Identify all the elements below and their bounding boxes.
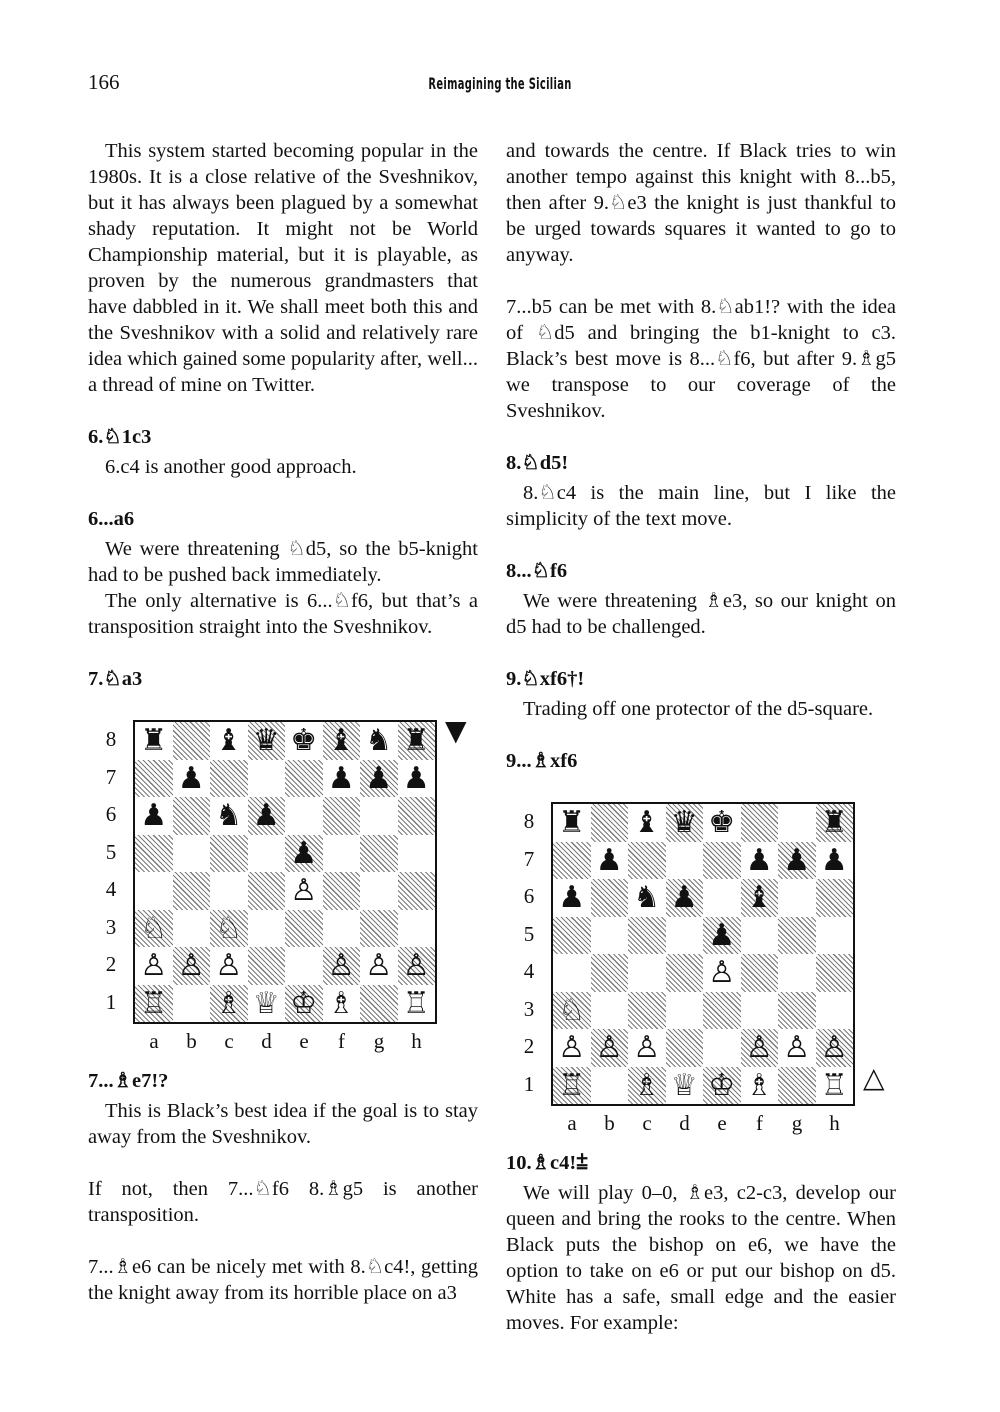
board-square (323, 872, 361, 910)
board-square (703, 879, 741, 917)
chess-piece: ♜ (398, 722, 436, 760)
board-square (666, 917, 704, 955)
chess-piece: ♟ (285, 835, 323, 873)
commentary-paragraph: 7...♗e6 can be nicely met with 8.♘c4!, getting the knight away from its horrible place on a3 (88, 1256, 478, 1304)
board-square (248, 872, 286, 910)
chess-piece: ♘ (553, 992, 591, 1030)
move-heading: 8.♘d5! (506, 452, 569, 474)
board-square (285, 947, 323, 985)
board-square (135, 760, 173, 798)
file-label: e (717, 1111, 727, 1135)
board-square (628, 917, 666, 955)
chess-piece: ♟ (778, 842, 816, 880)
move-heading: 10.♗c4!⩲ (506, 1152, 589, 1174)
board-square (285, 910, 323, 948)
file-label: f (756, 1111, 763, 1135)
chess-piece: ♔ (703, 1067, 741, 1105)
chess-piece: ♟ (558, 880, 586, 915)
board-square (741, 992, 779, 1030)
board-square (591, 917, 629, 955)
chess-piece: ♕ (252, 985, 280, 1021)
chessboard (551, 802, 855, 1106)
chess-piece: ♞ (215, 798, 243, 833)
file-label: e (299, 1029, 309, 1053)
board-square (135, 872, 173, 910)
board-square (210, 760, 248, 798)
chess-piece: ♟ (820, 842, 848, 878)
chess-piece: ♛ (666, 804, 704, 842)
board-square (778, 954, 816, 992)
chess-piece: ♗ (327, 985, 355, 1021)
board-square (816, 917, 854, 955)
board-square (323, 797, 361, 835)
board-square (741, 917, 779, 955)
chess-piece: ♞ (633, 880, 661, 915)
chess-piece: ♝ (633, 805, 661, 840)
file-label: b (186, 1029, 197, 1053)
board-square (323, 910, 361, 948)
board-square (285, 760, 323, 798)
board-square (173, 910, 211, 948)
board-square (778, 1067, 816, 1105)
move-commentary: 6.c4 is another good approach. (105, 456, 357, 478)
commentary-paragraph: and towards the centre. If Black tries to win another tempo against this knight with 8...b5, then after 9.♘e3 the knight is just thankful to be urged towards squares it wanted to go to anyway. (506, 140, 896, 266)
file-label: h (829, 1111, 840, 1135)
chess-piece: ♗ (628, 1067, 666, 1105)
left-column (88, 138, 478, 1306)
chess-piece: ♙ (365, 948, 393, 983)
board-square (553, 842, 591, 880)
chess-piece: ♙ (323, 947, 361, 985)
board-square (816, 992, 854, 1030)
commentary-paragraph: If not, then 7...♘f6 8.♗g5 is another transposition. (88, 1178, 478, 1226)
board-square (398, 835, 436, 873)
file-label: g (791, 1111, 803, 1135)
board-square (173, 797, 211, 835)
board-square (666, 842, 704, 880)
board-square (135, 835, 173, 873)
chess-piece: ♜ (816, 804, 854, 842)
chess-piece: ♚ (708, 805, 736, 840)
rank-label: 2 (105, 952, 117, 976)
board-square (816, 879, 854, 917)
board-square (248, 835, 286, 873)
chess-piece: ♔ (285, 985, 323, 1023)
board-square (591, 992, 629, 1030)
intro-paragraph: This system started becoming popular in the 1980s. It is a close relative of the Sveshnikov, but it has always been plagued by a somewhat shady reputation. It might not be World Championship material, but it is playable, as proven by the numerous grandmasters that have dabbled in it. We shall meet both this and the Sveshnikov with a solid and relatively rare idea which gained some popularity after, well... a thread of mine on Twitter. (88, 140, 478, 396)
chess-piece: ♘ (210, 910, 248, 948)
chess-piece: ♘ (135, 910, 173, 948)
chessboard (133, 720, 437, 1024)
running-title: Reimagining the Sicilian (428, 74, 572, 93)
board-square (778, 992, 816, 1030)
chess-piece: ♝ (215, 723, 243, 758)
board-square (173, 722, 211, 760)
chess-piece: ♖ (135, 985, 173, 1023)
chess-piece: ♜ (140, 723, 168, 758)
board-square (173, 835, 211, 873)
board-square (360, 797, 398, 835)
rank-label: 8 (523, 809, 535, 833)
board-square (173, 872, 211, 910)
file-label: g (373, 1029, 385, 1053)
board-square (323, 835, 361, 873)
chess-piece: ♖ (820, 1067, 848, 1103)
file-label: f (338, 1029, 345, 1053)
chess-piece: ♙ (558, 1030, 586, 1065)
file-label: a (149, 1029, 159, 1053)
file-label: c (642, 1111, 652, 1135)
side-to-move-marker: ▼ (445, 714, 467, 747)
chess-piece: ♙ (173, 947, 211, 985)
board-square (628, 842, 666, 880)
chess-piece: ♙ (215, 948, 243, 983)
chess-piece: ♟ (360, 760, 398, 798)
board-square (778, 917, 816, 955)
chess-piece: ♟ (703, 917, 741, 955)
file-label: c (224, 1029, 234, 1053)
rank-label: 5 (105, 839, 117, 864)
board-square (398, 872, 436, 910)
file-label: h (411, 1029, 422, 1053)
chess-piece: ♙ (140, 948, 168, 983)
chess-piece: ♙ (591, 1029, 629, 1067)
chess-piece: ♙ (708, 955, 736, 990)
board-square (591, 1067, 629, 1105)
chess-piece: ♗ (210, 985, 248, 1023)
rank-label: 5 (523, 921, 535, 946)
chess-piece: ♙ (741, 1029, 779, 1067)
board-square (285, 797, 323, 835)
rank-label: 4 (523, 959, 535, 983)
file-label: b (604, 1111, 615, 1135)
board-square (591, 954, 629, 992)
board-square (741, 804, 779, 842)
chess-piece: ♕ (670, 1067, 698, 1103)
board-square (591, 879, 629, 917)
rank-label: 2 (523, 1034, 535, 1058)
right-column (506, 138, 896, 1336)
move-commentary: 8.♘c4 is the main line, but I like the simplicity of the text move. (506, 482, 896, 530)
chess-piece: ♟ (327, 760, 355, 796)
chess-piece: ♙ (633, 1030, 661, 1065)
board-square (778, 879, 816, 917)
board-square (703, 992, 741, 1030)
move-heading: 6...a6 (88, 508, 135, 530)
rank-label: 6 (105, 802, 117, 826)
board-square (210, 872, 248, 910)
board-square (360, 872, 398, 910)
rank-label: 1 (523, 1071, 535, 1096)
chess-diagram (88, 712, 478, 1062)
commentary-paragraph: 7...b5 can be met with 8.♘ab1!? with the idea of ♘d5 and bringing the b1-knight to c3. Black’s best move is 8...♘f6, but after 9.♗g5 we transpose to our coverage of the Sveshnikov. (506, 296, 896, 422)
move-commentary: We were threatening ♘d5, so the b5-knight had to be pushed back immediately. (88, 538, 478, 586)
board-square (778, 804, 816, 842)
rank-label: 3 (523, 996, 535, 1021)
board-square (816, 954, 854, 992)
chess-piece: ♟ (140, 798, 168, 833)
move-commentary: The only alternative is 6...♘f6, but that’s a transposition straight into the Sveshnikov. (88, 590, 478, 638)
chess-piece: ♙ (783, 1030, 811, 1065)
chess-piece: ♙ (290, 873, 318, 908)
board-square (553, 954, 591, 992)
file-label: d (679, 1111, 690, 1135)
move-heading: 7...♗e7!? (88, 1070, 169, 1092)
board-square (398, 910, 436, 948)
board-square (360, 910, 398, 948)
move-commentary: We will play 0–0, ♗e3, c2-c3, develop our queen and bring the rooks to the centre. When Black puts the bishop on e6, we have the option to take on e6 or put our bishop on d5. White has a safe, small edge and the easier moves. For example: (506, 1182, 896, 1334)
side-to-move-marker: △ (863, 1060, 885, 1094)
rank-label: 8 (105, 727, 117, 751)
board-square (360, 985, 398, 1023)
rank-label: 1 (105, 989, 117, 1014)
board-square (248, 947, 286, 985)
rank-label: 4 (105, 877, 117, 901)
chess-piece: ♟ (666, 879, 704, 917)
board-square (248, 910, 286, 948)
board-square (173, 985, 211, 1023)
chess-piece: ♖ (402, 985, 430, 1021)
chess-diagram (506, 794, 896, 1144)
board-square (553, 917, 591, 955)
board-square (703, 842, 741, 880)
chess-piece: ♞ (365, 723, 393, 758)
chess-piece: ♜ (558, 805, 586, 840)
move-heading: 6.♘1c3 (88, 426, 152, 448)
board-square (741, 954, 779, 992)
rank-label: 3 (105, 914, 117, 939)
move-commentary: Trading off one protector of the d5-square. (523, 698, 874, 720)
file-label: a (567, 1111, 577, 1135)
chess-piece: ♛ (248, 722, 286, 760)
page-number: 166 (88, 70, 120, 94)
board-square (666, 1029, 704, 1067)
move-heading: 9.♘xf6†! (506, 668, 585, 690)
chess-piece: ♟ (177, 760, 205, 796)
rank-label: 6 (523, 884, 535, 908)
board-square (703, 1029, 741, 1067)
move-heading: 8...♘f6 (506, 560, 568, 582)
chess-piece: ♟ (745, 842, 773, 878)
chess-piece: ♟ (402, 760, 430, 796)
board-square (398, 797, 436, 835)
move-commentary: We were threatening ♗e3, so our knight on d5 had to be challenged. (506, 590, 896, 638)
chess-piece: ♝ (323, 722, 361, 760)
move-heading: 9...♗xf6 (506, 750, 578, 772)
rank-label: 7 (523, 846, 535, 871)
move-commentary: This is Black’s best idea if the goal is to stay away from the Sveshnikov. (88, 1100, 478, 1148)
board-square (666, 954, 704, 992)
board-square (628, 954, 666, 992)
chess-piece: ♙ (398, 947, 436, 985)
board-square (248, 760, 286, 798)
board-square (666, 992, 704, 1030)
chess-piece: ♟ (595, 842, 623, 878)
chess-piece: ♗ (745, 1067, 773, 1103)
chess-piece: ♝ (741, 879, 779, 917)
rank-label: 7 (105, 764, 117, 789)
chess-piece: ♖ (553, 1067, 591, 1105)
chess-piece: ♟ (248, 797, 286, 835)
chess-piece: ♚ (290, 723, 318, 758)
board-square (591, 804, 629, 842)
file-label: d (261, 1029, 272, 1053)
board-square (628, 992, 666, 1030)
board-square (360, 835, 398, 873)
board-square (210, 835, 248, 873)
move-heading: 7.♘a3 (88, 668, 143, 690)
chess-piece: ♙ (816, 1029, 854, 1067)
